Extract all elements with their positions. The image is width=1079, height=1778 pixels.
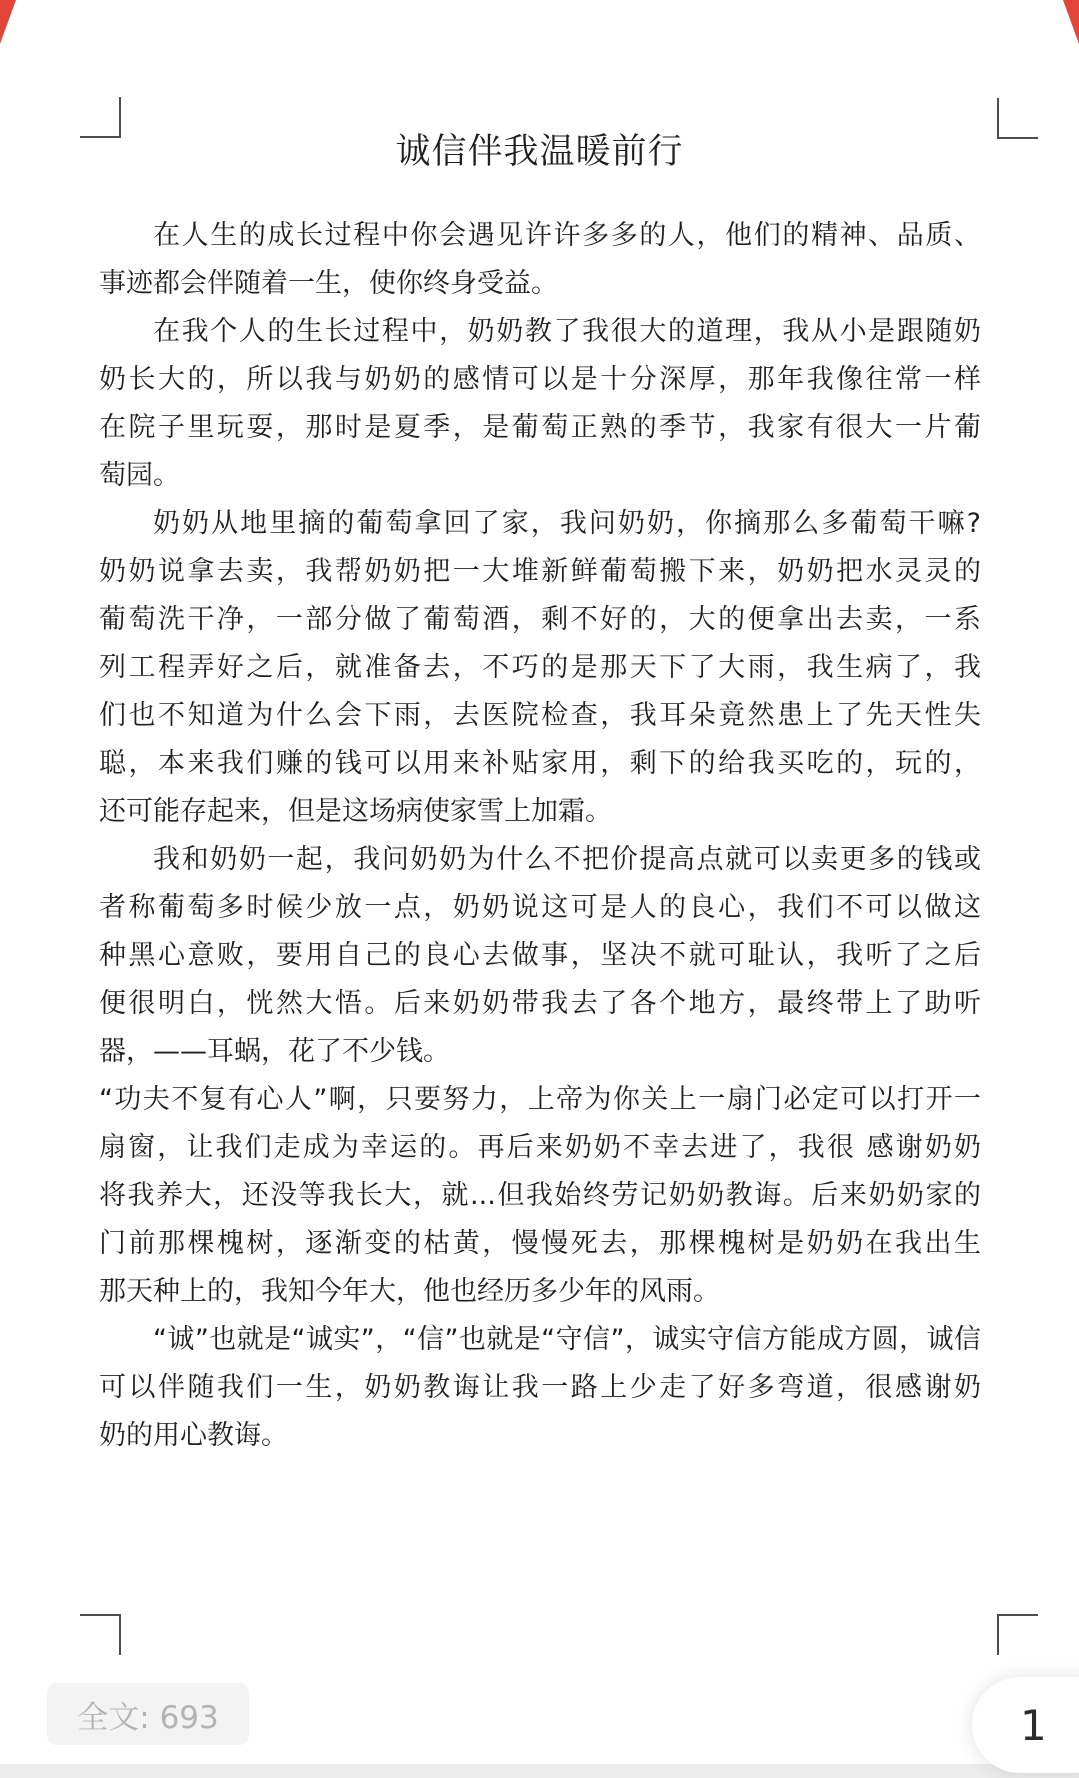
paragraph [99,500,981,836]
text-line: 器，——耳蜗，花了不少钱。 [99,1036,450,1067]
text-line: 门前那棵槐树，逐渐变的枯黄，慢慢死去，那棵槐树是奶奶在我出生 [99,1228,981,1259]
text-line: 在我个人的生长过程中，奶奶教了我很大的道理，我从小是跟随奶 [153,316,981,347]
text-line: “诚”也就是“诚实”，“信”也就是“守信”，诚实守信方能成方圆，诚信 [153,1324,981,1355]
text-line: “功夫不复有心人”啊，只要努力，上帝为你关上一扇门必定可以打开一 [99,1084,981,1115]
page-corner-accent-right [1063,0,1079,44]
text-line: 聪，本来我们赚的钱可以用来补贴家用，剩下的给我买吃的，玩的， [99,748,981,779]
paragraph [99,212,981,308]
text-line: 奶长大的，所以我与奶奶的感情可以是十分深厚，那年我像往常一样 [99,364,981,395]
text-line: 在人生的成长过程中你会遇见许许多多的人，他们的精神、品质、 [153,220,981,251]
text-boundary-mark-bottom-left [80,1614,121,1655]
text-line: 者称葡萄多时候少放一点，奶奶说这可是人的良心，我们不可以做这 [99,892,981,923]
text-line: 列工程弄好之后，就准备去，不巧的是那天下了大雨，我生病了，我 [99,652,981,683]
text-line: 事迹都会伴随着一生，使你终身受益。 [99,268,558,299]
text-line: 我和奶奶一起，我问奶奶为什么不把价提高点就可以卖更多的钱或 [153,844,981,875]
text-line: 种黑心意败，要用自己的良心去做事，坚决不就可耻认，我听了之后 [99,940,981,971]
text-line: 那天种上的，我知今年大，他也经历多少年的风雨。 [99,1276,720,1307]
word-count-chip[interactable] [47,1683,249,1745]
text-line: 奶奶从地里摘的葡萄拿回了家，我问奶奶，你摘那么多葡萄干嘛? [153,508,981,539]
text-line: 还可能存起来，但是这场病使家雪上加霜。 [99,796,612,827]
text-line: 便很明白，恍然大悟。后来奶奶带我去了各个地方，最终带上了助听 [99,988,981,1019]
text-line: 可以伴随我们一生，奶奶教诲让我一路上少走了好多弯道，很感谢奶 [99,1372,981,1403]
page-number-pill[interactable] [972,1677,1079,1773]
text-line: 奶奶说拿去卖，我帮奶奶把一大堆新鲜葡萄搬下来，奶奶把水灵灵的 [99,556,981,587]
text-line: 们也不知道为什么会下雨，去医院检查，我耳朵竟然患上了先天性失 [99,700,981,731]
page-corner-accent-left [0,0,16,44]
text-line: 萄园。 [99,460,180,491]
paragraph [99,836,981,1076]
text-line: 葡萄洗干净，一部分做了葡萄酒，剩不好的，大的便拿出去卖，一系 [99,604,981,635]
page-number-label: 1 [1020,1700,1047,1750]
word-count-label: 全文: 693 [77,1699,219,1736]
text-line: 在院子里玩耍，那时是夏季，是葡萄正熟的季节，我家有很大一片葡 [99,412,981,443]
text-line: 奶的用心教诲。 [99,1420,288,1451]
paragraph [99,1316,981,1460]
text-line: 将我养大，还没等我长大，就...但我始终劳记奶奶教诲。后来奶奶家的 [99,1180,981,1211]
paragraph [99,1076,981,1316]
text-line: 扇窗，让我们走成为幸运的。再后来奶奶不幸去进了，我很 感谢奶奶 [99,1132,981,1163]
document-title: 诚信伴我温暖前行 [395,132,684,172]
page-gap-strip [0,1764,1079,1778]
text-boundary-mark-bottom-right [997,1614,1038,1655]
paragraph [99,308,981,500]
document-body [99,212,981,1460]
